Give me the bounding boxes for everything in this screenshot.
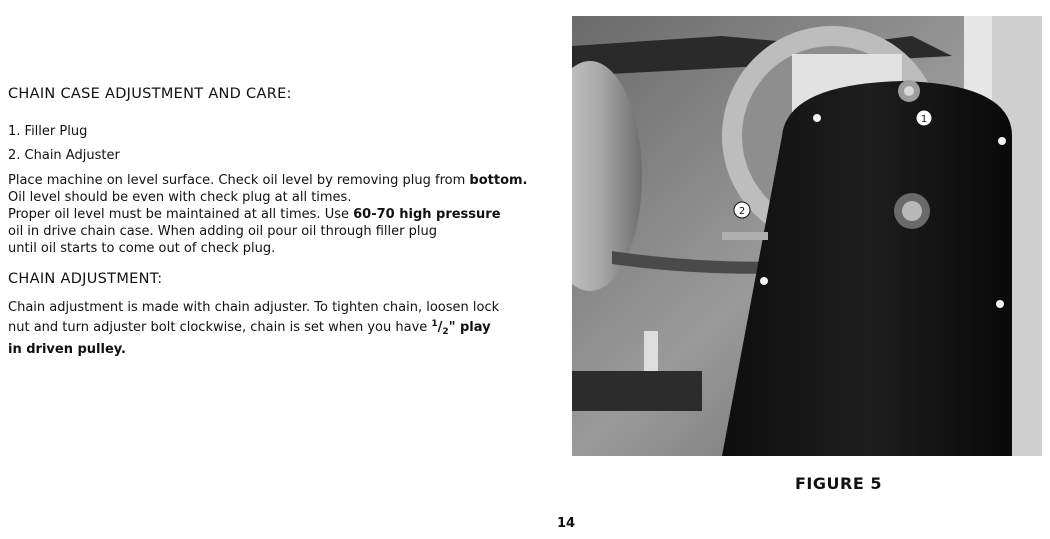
adj-line1: Chain adjustment is made with chain adjuster. To tighten chain, loosen lock	[8, 300, 500, 315]
chain-case-photo	[572, 16, 1042, 456]
section-heading-chain-case: CHAIN CASE ADJUSTMENT AND CARE:	[8, 86, 292, 102]
figure-caption: FIGURE 5	[795, 474, 882, 493]
cover-bolt	[760, 277, 768, 285]
fraction-numerator: 1	[431, 319, 438, 329]
check-plug-center	[902, 201, 922, 221]
cover-bolt	[998, 137, 1006, 145]
text-column	[8, 86, 544, 358]
para2-line2: oil in drive chain case. When adding oil pour oil through filler plug	[8, 224, 437, 239]
fitting	[644, 331, 658, 371]
chain-adjustment-paragraph	[8, 299, 544, 358]
para1-line1-text: Place machine on level surface. Check oil level by removing plug from	[8, 173, 470, 188]
page-number: 14	[557, 516, 576, 531]
callout-label-1: 1	[920, 114, 928, 125]
para2-line1-bold: 60-70 high pressure	[353, 207, 501, 222]
para2-line1	[8, 207, 501, 222]
para1-line1	[8, 173, 528, 188]
para1-line2: Oil level should be even with check plug at all times.	[8, 190, 352, 205]
filler-plug-center	[904, 86, 914, 96]
callout-label-2: 2	[738, 206, 746, 217]
battery	[572, 371, 702, 411]
adj-line2-text: nut and turn adjuster bolt clockwise, chain is set when you have	[8, 320, 432, 335]
para2-line3: until oil starts to come out of check plug.	[8, 241, 276, 256]
adj-line2-play: " play	[448, 320, 491, 335]
section-heading-chain-adjustment: CHAIN ADJUSTMENT:	[8, 271, 163, 287]
adj-line3: in driven pulley.	[8, 342, 126, 357]
oil-level-paragraph	[8, 172, 544, 257]
cover-bolt	[996, 300, 1004, 308]
list-item-filler-plug: 1. Filler Plug	[8, 124, 88, 139]
para2-line1-text: Proper oil level must be maintained at all times. Use	[8, 207, 354, 222]
adj-line2: nut and turn adjuster bolt clockwise, chain is set when you have $^1/_2$" play	[8, 319, 491, 337]
para1-line1-bold: bottom.	[469, 173, 528, 188]
cover-bolt	[813, 114, 821, 122]
fraction-denominator: 2	[442, 327, 449, 337]
chain-adjuster-bolt	[722, 232, 768, 240]
list-item-chain-adjuster: 2. Chain Adjuster	[8, 148, 120, 163]
